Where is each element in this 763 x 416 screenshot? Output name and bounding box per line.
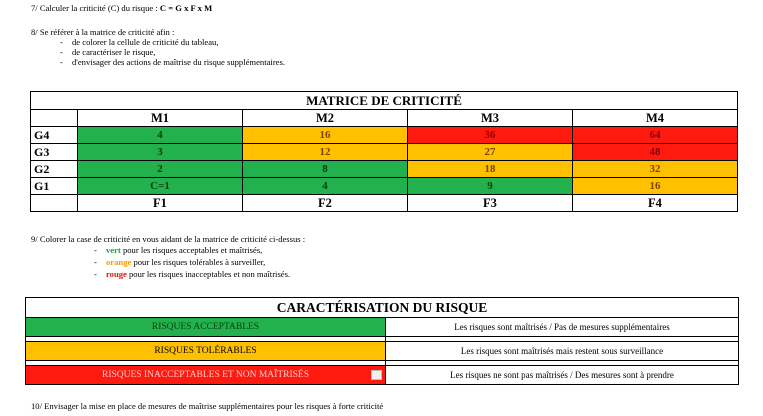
row-label: G4 xyxy=(31,127,78,144)
matrix-row-g3 xyxy=(31,144,738,161)
criticity-formula: C = G x F x M xyxy=(159,3,213,13)
risk-characterization-table xyxy=(25,297,739,385)
step8-bullet: - d'envisager des actions de maîtrise du risque supplémentaires. xyxy=(60,57,285,67)
description-acceptable: Les risques sont maîtrisés / Pas de mesures supplémentaires xyxy=(386,318,739,337)
category-tolerable: RISQUES TOLÉRABLES xyxy=(26,342,386,361)
characterization-title: CARACTÉRISATION DU RISQUE xyxy=(26,298,739,318)
matrix-row-g2 xyxy=(31,161,738,178)
row-inacceptable xyxy=(26,366,739,385)
step7-text: 7/ Calculer la criticité (C) du risque : xyxy=(31,3,160,13)
matrix-header-f1: F1 xyxy=(78,195,243,212)
row-acceptable xyxy=(26,318,739,337)
matrix-corner xyxy=(31,195,78,212)
matrix-title: MATRICE DE CRITICITÉ xyxy=(31,92,738,110)
criticity-cell: 4 xyxy=(78,127,243,144)
criticity-cell: C=1 xyxy=(78,178,243,195)
criticity-matrix xyxy=(30,91,738,212)
step8-bullet: - de caractériser le risque, xyxy=(60,47,156,57)
matrix-header-f4: F4 xyxy=(573,195,738,212)
keyword-vert: vert xyxy=(106,245,121,255)
description-tolerable: Les risques sont maîtrisés mais restent sous surveillance xyxy=(386,342,739,361)
criticity-cell: 2 xyxy=(78,161,243,178)
step10-instruction: 10/ Envisager la mise en place de mesures de maîtrise supplémentaires pour les risques à forte criticité xyxy=(31,401,384,411)
criticity-cell: 27 xyxy=(408,144,573,161)
criticity-cell: 8 xyxy=(243,161,408,178)
criticity-cell: 3 xyxy=(78,144,243,161)
category-acceptable: RISQUES ACCEPTABLES xyxy=(26,318,386,337)
matrix-header-m2: M2 xyxy=(243,110,408,127)
criticity-cell: 18 xyxy=(408,161,573,178)
category-inacceptable xyxy=(26,366,386,385)
matrix-row-g4 xyxy=(31,127,738,144)
row-label: G2 xyxy=(31,161,78,178)
matrix-row-g1 xyxy=(31,178,738,195)
dropdown-handle-icon[interactable] xyxy=(371,370,382,380)
matrix-header-f2: F2 xyxy=(243,195,408,212)
matrix-corner xyxy=(31,110,78,127)
row-label: G1 xyxy=(31,178,78,195)
matrix-header-m1: M1 xyxy=(78,110,243,127)
step9-bullet-red: - rouge pour les risques inacceptables et non maîtrisés. xyxy=(94,269,291,279)
category-inacceptable-label: RISQUES INACCEPTABLES ET NON MAÎTRISÉS xyxy=(101,369,310,380)
matrix-header-m4: M4 xyxy=(573,110,738,127)
criticity-cell: 9 xyxy=(408,178,573,195)
step7-instruction xyxy=(31,3,212,13)
criticity-cell: 16 xyxy=(243,127,408,144)
step9-bullet-green: - vert pour les risques acceptables et maîtrisés, xyxy=(94,245,263,255)
criticity-cell: 4 xyxy=(243,178,408,195)
criticity-cell: 12 xyxy=(243,144,408,161)
keyword-orange: orange xyxy=(106,257,132,267)
criticity-cell: 32 xyxy=(573,161,738,178)
description-inacceptable: Les risques ne sont pas maîtrisés / Des mesures sont à prendre xyxy=(386,366,739,385)
matrix-header-m3: M3 xyxy=(408,110,573,127)
step8-bullet: - de colorer la cellule de criticité du tableau, xyxy=(60,37,219,47)
criticity-cell: 64 xyxy=(573,127,738,144)
row-tolerable xyxy=(26,342,739,361)
criticity-cell: 16 xyxy=(573,178,738,195)
step8-intro: 8/ Se référer à la matrice de criticité afin : xyxy=(31,27,175,37)
keyword-rouge: rouge xyxy=(106,269,127,279)
step9-bullet-orange: - orange pour les risques tolérables à surveiller, xyxy=(94,257,266,267)
matrix-header-f3: F3 xyxy=(408,195,573,212)
criticity-cell: 48 xyxy=(573,144,738,161)
row-label: G3 xyxy=(31,144,78,161)
criticity-cell: 36 xyxy=(408,127,573,144)
step9-intro: 9/ Colorer la case de criticité en vous aidant de la matrice de criticité ci-dessus : xyxy=(31,234,306,244)
